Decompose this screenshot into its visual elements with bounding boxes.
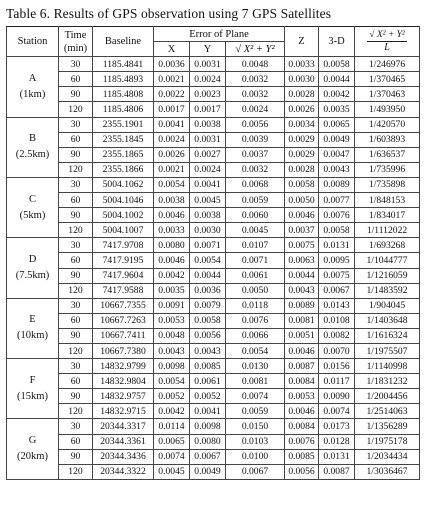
header-baseline: Baseline — [93, 27, 154, 57]
x-error-cell: 0.0026 — [154, 147, 190, 162]
plane-error-cell: 0.0032 — [226, 72, 285, 87]
plane-error-cell: 0.0048 — [226, 57, 285, 72]
ratio-cell: 1/1356289 — [355, 419, 420, 434]
header-ratio — [355, 27, 420, 57]
z-error-cell: 0.0028 — [285, 87, 319, 102]
plane-error-cell: 0.0074 — [226, 389, 285, 404]
plane-error-cell: 0.0118 — [226, 298, 285, 313]
3d-error-cell: 0.0074 — [319, 404, 355, 419]
y-error-cell: 0.0044 — [190, 268, 226, 283]
table-row — [7, 177, 420, 192]
y-error-cell: 0.0017 — [190, 102, 226, 117]
table-row — [7, 268, 420, 283]
3d-error-cell: 0.0070 — [319, 343, 355, 358]
y-error-cell: 0.0031 — [190, 132, 226, 147]
plane-error-cell: 0.0066 — [226, 328, 285, 343]
time-cell: 90 — [59, 449, 93, 464]
ratio-cell: 1/848153 — [355, 193, 420, 208]
table-header — [7, 27, 420, 57]
ratio-cell: 1/1616324 — [355, 328, 420, 343]
gps-results-table — [6, 26, 420, 480]
table-row — [7, 132, 420, 147]
station-name: F — [29, 374, 36, 386]
time-cell: 90 — [59, 208, 93, 223]
y-error-cell: 0.0023 — [190, 87, 226, 102]
x-error-cell: 0.0024 — [154, 132, 190, 147]
ratio-cell: 1/2514063 — [355, 404, 420, 419]
3d-error-cell: 0.0076 — [319, 208, 355, 223]
x-error-cell: 0.0053 — [154, 313, 190, 328]
time-cell: 120 — [59, 343, 93, 358]
table-row — [7, 359, 420, 374]
table-row — [7, 87, 420, 102]
y-error-cell: 0.0054 — [190, 253, 226, 268]
ratio-cell: 1/1483592 — [355, 283, 420, 298]
ratio-cell: 1/3036467 — [355, 464, 420, 479]
x-error-cell: 0.0041 — [154, 117, 190, 132]
time-cell: 30 — [59, 177, 93, 192]
ratio-cell: 1/1975178 — [355, 434, 420, 449]
z-error-cell: 0.0063 — [285, 253, 319, 268]
ratio-cell: 1/1831232 — [355, 374, 420, 389]
plane-error-cell: 0.0032 — [226, 87, 285, 102]
3d-error-cell: 0.0143 — [319, 298, 355, 313]
x-error-cell: 0.0035 — [154, 283, 190, 298]
y-error-cell: 0.0041 — [190, 177, 226, 192]
station-distance: (1km) — [19, 88, 46, 100]
time-cell: 30 — [59, 238, 93, 253]
ratio-cell: 1/636537 — [355, 147, 420, 162]
station-name: G — [28, 435, 37, 447]
time-cell: 60 — [59, 374, 93, 389]
plane-error-cell: 0.0024 — [226, 102, 285, 117]
y-error-cell: 0.0043 — [190, 343, 226, 358]
plane-error-cell: 0.0056 — [226, 117, 285, 132]
time-cell: 30 — [59, 359, 93, 374]
table-row — [7, 328, 420, 343]
time-cell: 60 — [59, 253, 93, 268]
ratio-cell: 1/420570 — [355, 117, 420, 132]
ratio-cell: 1/493950 — [355, 102, 420, 117]
time-cell: 90 — [59, 328, 93, 343]
baseline-cell: 14832.9757 — [93, 389, 154, 404]
time-cell: 30 — [59, 57, 93, 72]
x-error-cell: 0.0114 — [154, 419, 190, 434]
x-error-cell: 0.0036 — [154, 57, 190, 72]
3d-error-cell: 0.0058 — [319, 223, 355, 238]
z-error-cell: 0.0053 — [285, 389, 319, 404]
table-row — [7, 464, 420, 479]
header-y: Y — [190, 42, 226, 57]
time-cell: 120 — [59, 162, 93, 177]
baseline-cell: 20344.3436 — [93, 449, 154, 464]
ratio-cell: 1/2034434 — [355, 449, 420, 464]
y-error-cell: 0.0045 — [190, 193, 226, 208]
y-error-cell: 0.0067 — [190, 449, 226, 464]
table-caption: Table 6. Results of GPS observation using 7 GPS Satellites — [6, 6, 332, 21]
x-error-cell: 0.0043 — [154, 343, 190, 358]
table-row — [7, 449, 420, 464]
y-error-cell: 0.0024 — [190, 72, 226, 87]
header-error-of-plane: Error of Plane — [154, 27, 285, 42]
station-distance: (5km) — [19, 209, 46, 221]
y-error-cell: 0.0080 — [190, 434, 226, 449]
header-x: X — [154, 42, 190, 57]
table-row — [7, 434, 420, 449]
z-error-cell: 0.0044 — [285, 268, 319, 283]
ratio-cell: 1/246976 — [355, 57, 420, 72]
station-cell — [7, 57, 59, 117]
time-cell: 30 — [59, 117, 93, 132]
time-cell: 120 — [59, 223, 93, 238]
table-row — [7, 193, 420, 208]
x-error-cell: 0.0080 — [154, 238, 190, 253]
x-error-cell: 0.0054 — [154, 374, 190, 389]
y-error-cell: 0.0024 — [190, 162, 226, 177]
table-row — [7, 389, 420, 404]
3d-error-cell: 0.0156 — [319, 359, 355, 374]
plane-error-cell: 0.0050 — [226, 283, 285, 298]
baseline-cell: 7417.9708 — [93, 238, 154, 253]
plane-error-cell: 0.0039 — [226, 132, 285, 147]
z-error-cell: 0.0030 — [285, 72, 319, 87]
x-error-cell: 0.0046 — [154, 208, 190, 223]
baseline-cell: 2355.1865 — [93, 147, 154, 162]
z-error-cell: 0.0026 — [285, 102, 319, 117]
time-cell: 120 — [59, 404, 93, 419]
baseline-cell: 20344.3317 — [93, 419, 154, 434]
table-row — [7, 298, 420, 313]
table-row — [7, 374, 420, 389]
table-row — [7, 223, 420, 238]
table-row — [7, 343, 420, 358]
header-z: Z — [285, 27, 319, 57]
ratio-cell: 1/370463 — [355, 87, 420, 102]
station-distance: (10km) — [17, 330, 48, 342]
baseline-cell: 1185.4806 — [93, 102, 154, 117]
station-cell — [7, 419, 59, 479]
station-cell — [7, 238, 59, 298]
baseline-cell: 10667.7380 — [93, 343, 154, 358]
3d-error-cell: 0.0043 — [319, 162, 355, 177]
z-error-cell: 0.0084 — [285, 374, 319, 389]
header-sqrt-xy: √ X² + Y² — [226, 42, 285, 57]
ratio-numerator: √ X² + Y² — [369, 30, 405, 41]
baseline-cell: 10667.7263 — [93, 313, 154, 328]
y-error-cell: 0.0079 — [190, 298, 226, 313]
y-error-cell: 0.0038 — [190, 208, 226, 223]
y-error-cell: 0.0038 — [190, 117, 226, 132]
time-cell: 60 — [59, 193, 93, 208]
ratio-cell: 1/735996 — [355, 162, 420, 177]
z-error-cell: 0.0089 — [285, 298, 319, 313]
z-error-cell: 0.0051 — [285, 328, 319, 343]
ratio-cell: 1/1044777 — [355, 253, 420, 268]
baseline-cell: 7417.9604 — [93, 268, 154, 283]
x-error-cell: 0.0042 — [154, 404, 190, 419]
x-error-cell: 0.0021 — [154, 162, 190, 177]
z-error-cell: 0.0033 — [285, 57, 319, 72]
z-error-cell: 0.0081 — [285, 313, 319, 328]
3d-error-cell: 0.0082 — [319, 328, 355, 343]
header-time-unit: (min) — [63, 42, 88, 54]
z-error-cell: 0.0084 — [285, 419, 319, 434]
3d-error-cell: 0.0131 — [319, 238, 355, 253]
x-error-cell: 0.0017 — [154, 102, 190, 117]
station-cell — [7, 177, 59, 237]
baseline-cell: 7417.9195 — [93, 253, 154, 268]
y-error-cell: 0.0071 — [190, 238, 226, 253]
x-error-cell: 0.0052 — [154, 389, 190, 404]
ratio-cell: 1/735898 — [355, 177, 420, 192]
time-cell: 60 — [59, 313, 93, 328]
y-error-cell: 0.0058 — [190, 313, 226, 328]
z-error-cell: 0.0037 — [285, 223, 319, 238]
3d-error-cell: 0.0077 — [319, 193, 355, 208]
3d-error-cell: 0.0075 — [319, 268, 355, 283]
baseline-cell: 1185.4893 — [93, 72, 154, 87]
ratio-cell: 1/2004456 — [355, 389, 420, 404]
time-cell: 120 — [59, 464, 93, 479]
station-name: D — [28, 254, 37, 265]
baseline-cell: 7417.9588 — [93, 283, 154, 298]
table-row — [7, 72, 420, 87]
baseline-cell: 1185.4808 — [93, 87, 154, 102]
plane-error-cell: 0.0071 — [226, 253, 285, 268]
baseline-cell: 5004.1002 — [93, 208, 154, 223]
station-distance: (2.5km) — [15, 149, 50, 161]
z-error-cell: 0.0029 — [285, 147, 319, 162]
x-error-cell: 0.0021 — [154, 72, 190, 87]
plane-error-cell: 0.0045 — [226, 223, 285, 238]
plane-error-cell: 0.0059 — [226, 404, 285, 419]
3d-error-cell: 0.0117 — [319, 374, 355, 389]
time-cell: 120 — [59, 283, 93, 298]
baseline-cell: 10667.7355 — [93, 298, 154, 313]
3d-error-cell: 0.0035 — [319, 102, 355, 117]
ratio-cell: 1/603893 — [355, 132, 420, 147]
time-cell: 90 — [59, 87, 93, 102]
3d-error-cell: 0.0108 — [319, 313, 355, 328]
z-error-cell: 0.0046 — [285, 208, 319, 223]
ratio-denominator: L — [384, 42, 390, 54]
z-error-cell: 0.0028 — [285, 162, 319, 177]
time-cell: 30 — [59, 419, 93, 434]
station-distance: (15km) — [17, 390, 48, 402]
table-row — [7, 102, 420, 117]
z-error-cell: 0.0029 — [285, 132, 319, 147]
plane-error-cell: 0.0107 — [226, 238, 285, 253]
y-error-cell: 0.0027 — [190, 147, 226, 162]
station-name: B — [28, 133, 36, 145]
table-row — [7, 117, 420, 132]
z-error-cell: 0.0087 — [285, 359, 319, 374]
plane-error-cell: 0.0054 — [226, 343, 285, 358]
y-error-cell: 0.0098 — [190, 419, 226, 434]
header-station: Station — [7, 27, 59, 57]
x-error-cell: 0.0065 — [154, 434, 190, 449]
baseline-cell: 20344.3322 — [93, 464, 154, 479]
station-cell — [7, 298, 59, 358]
z-error-cell: 0.0046 — [285, 343, 319, 358]
plane-error-cell: 0.0061 — [226, 268, 285, 283]
y-error-cell: 0.0056 — [190, 328, 226, 343]
ratio-cell: 1/693268 — [355, 238, 420, 253]
x-error-cell: 0.0022 — [154, 87, 190, 102]
baseline-cell: 10667.7411 — [93, 328, 154, 343]
y-error-cell: 0.0036 — [190, 283, 226, 298]
baseline-cell: 14832.9804 — [93, 374, 154, 389]
plane-error-cell: 0.0100 — [226, 449, 285, 464]
plane-error-cell: 0.0068 — [226, 177, 285, 192]
plane-error-cell: 0.0076 — [226, 313, 285, 328]
table-row — [7, 404, 420, 419]
3d-error-cell: 0.0044 — [319, 72, 355, 87]
y-error-cell: 0.0030 — [190, 223, 226, 238]
baseline-cell: 2355.1866 — [93, 162, 154, 177]
ratio-cell: 1/1140998 — [355, 359, 420, 374]
x-error-cell: 0.0038 — [154, 193, 190, 208]
ratio-cell: 1/1975507 — [355, 343, 420, 358]
x-error-cell: 0.0045 — [154, 464, 190, 479]
plane-error-cell: 0.0130 — [226, 359, 285, 374]
plane-error-cell: 0.0067 — [226, 464, 285, 479]
3d-error-cell: 0.0049 — [319, 132, 355, 147]
table-row — [7, 253, 420, 268]
y-error-cell: 0.0085 — [190, 359, 226, 374]
plane-error-cell: 0.0103 — [226, 434, 285, 449]
plane-error-cell: 0.0037 — [226, 147, 285, 162]
x-error-cell: 0.0074 — [154, 449, 190, 464]
3d-error-cell: 0.0087 — [319, 464, 355, 479]
baseline-cell: 2355.1845 — [93, 132, 154, 147]
time-cell: 60 — [59, 434, 93, 449]
z-error-cell: 0.0034 — [285, 117, 319, 132]
ratio-cell: 1/834017 — [355, 208, 420, 223]
time-cell: 60 — [59, 132, 93, 147]
time-cell: 120 — [59, 102, 93, 117]
3d-error-cell: 0.0095 — [319, 253, 355, 268]
station-cell — [7, 117, 59, 177]
x-error-cell: 0.0098 — [154, 359, 190, 374]
plane-error-cell: 0.0059 — [226, 193, 285, 208]
station-name: C — [28, 193, 36, 205]
ratio-fraction — [367, 29, 407, 54]
3d-error-cell: 0.0173 — [319, 419, 355, 434]
z-error-cell: 0.0046 — [285, 404, 319, 419]
z-error-cell: 0.0043 — [285, 283, 319, 298]
time-cell: 60 — [59, 72, 93, 87]
3d-error-cell: 0.0089 — [319, 177, 355, 192]
station-name: E — [29, 314, 36, 326]
station-distance: (7.5km) — [15, 270, 50, 281]
baseline-cell: 20344.3361 — [93, 434, 154, 449]
station-distance: (20km) — [17, 451, 48, 463]
time-cell: 90 — [59, 389, 93, 404]
x-error-cell: 0.0033 — [154, 223, 190, 238]
ratio-cell: 1/1112022 — [355, 223, 420, 238]
3d-error-cell: 0.0067 — [319, 283, 355, 298]
baseline-cell: 14832.9715 — [93, 404, 154, 419]
y-error-cell: 0.0061 — [190, 374, 226, 389]
header-time — [59, 27, 93, 57]
3d-error-cell: 0.0058 — [319, 57, 355, 72]
3d-error-cell: 0.0065 — [319, 117, 355, 132]
time-cell: 90 — [59, 268, 93, 283]
z-error-cell: 0.0050 — [285, 193, 319, 208]
table-row — [7, 147, 420, 162]
ratio-cell: 1/370465 — [355, 72, 420, 87]
3d-error-cell: 0.0042 — [319, 87, 355, 102]
z-error-cell: 0.0075 — [285, 238, 319, 253]
time-cell: 90 — [59, 147, 93, 162]
ratio-cell: 1/1216059 — [355, 268, 420, 283]
table-body — [7, 57, 420, 480]
table-row — [7, 419, 420, 434]
z-error-cell: 0.0085 — [285, 449, 319, 464]
3d-error-cell: 0.0131 — [319, 449, 355, 464]
ratio-cell: 1/904045 — [355, 298, 420, 313]
y-error-cell: 0.0049 — [190, 464, 226, 479]
baseline-cell: 5004.1046 — [93, 193, 154, 208]
header-time-label: Time — [64, 29, 87, 41]
x-error-cell: 0.0042 — [154, 268, 190, 283]
time-cell: 30 — [59, 298, 93, 313]
baseline-cell: 5004.1007 — [93, 223, 154, 238]
baseline-cell: 5004.1062 — [93, 177, 154, 192]
x-error-cell: 0.0046 — [154, 253, 190, 268]
plane-error-cell: 0.0081 — [226, 374, 285, 389]
table-row — [7, 283, 420, 298]
y-error-cell: 0.0031 — [190, 57, 226, 72]
baseline-cell: 14832.9799 — [93, 359, 154, 374]
baseline-cell: 2355.1901 — [93, 117, 154, 132]
3d-error-cell: 0.0047 — [319, 147, 355, 162]
table-row — [7, 208, 420, 223]
x-error-cell: 0.0054 — [154, 177, 190, 192]
x-error-cell: 0.0048 — [154, 328, 190, 343]
z-error-cell: 0.0056 — [285, 464, 319, 479]
ratio-cell: 1/1403648 — [355, 313, 420, 328]
table-row — [7, 57, 420, 72]
3d-error-cell: 0.0128 — [319, 434, 355, 449]
table-row — [7, 162, 420, 177]
station-name: A — [28, 72, 37, 84]
y-error-cell: 0.0052 — [190, 389, 226, 404]
station-cell — [7, 359, 59, 419]
table-row — [7, 238, 420, 253]
baseline-cell: 1185.4841 — [93, 57, 154, 72]
header-3d: 3-D — [319, 27, 355, 57]
3d-error-cell: 0.0090 — [319, 389, 355, 404]
plane-error-cell: 0.0060 — [226, 208, 285, 223]
x-error-cell: 0.0091 — [154, 298, 190, 313]
table-row — [7, 313, 420, 328]
z-error-cell: 0.0058 — [285, 177, 319, 192]
plane-error-cell: 0.0032 — [226, 162, 285, 177]
y-error-cell: 0.0041 — [190, 404, 226, 419]
plane-error-cell: 0.0150 — [226, 419, 285, 434]
z-error-cell: 0.0076 — [285, 434, 319, 449]
